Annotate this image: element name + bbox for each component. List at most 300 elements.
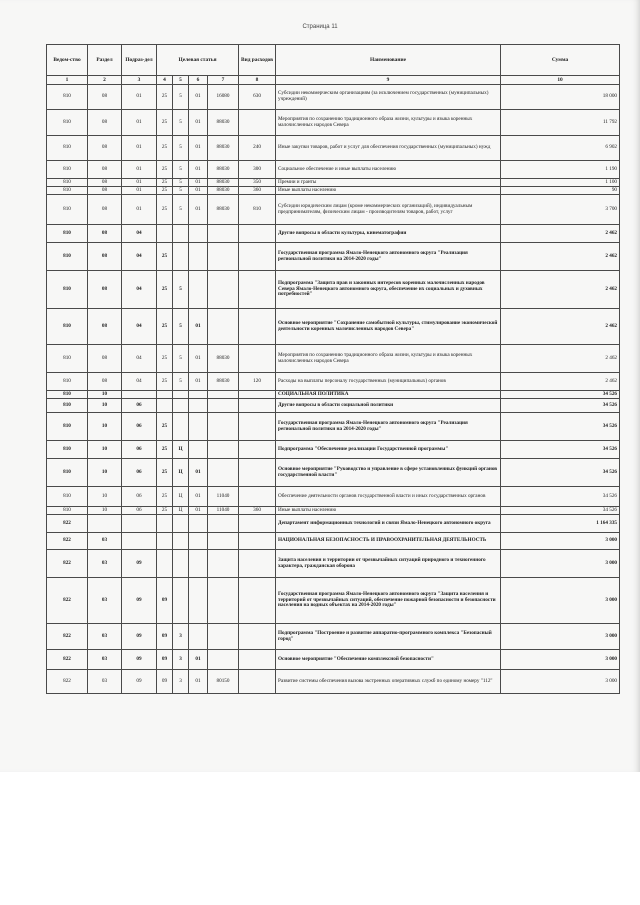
cell-vid-rashodov: [239, 624, 276, 650]
cell-celevaya-7: [208, 550, 239, 578]
cell-vid-rashodov: [239, 391, 276, 399]
cell-vedomstvo: 810: [47, 373, 88, 391]
cell-vedomstvo: 810: [47, 179, 88, 187]
cell-celevaya-4: 25: [157, 373, 173, 391]
cell-celevaya-4: [157, 225, 173, 243]
cell-summa: 2 462: [501, 225, 620, 243]
cell-vid-rashodov: [239, 309, 276, 345]
cell-naimenovanie: Защита населения и территории от чрезвычайных ситуаций природного и техногенного характера, гражданская оборона: [276, 550, 501, 578]
cell-razdel: 08: [88, 309, 122, 345]
cell-celevaya-7: [208, 271, 239, 309]
cell-celevaya-5: 5: [173, 110, 189, 136]
column-number-row: [47, 76, 620, 85]
page-header: Страница 11: [302, 24, 338, 30]
cell-celevaya-6: [189, 550, 208, 578]
cell-celevaya-4: 25: [157, 110, 173, 136]
cell-naimenovanie: Субсидии юридическим лицам (кроме некоммерческих организаций), индивидуальным предпринимателям, физическим лицам - производителям товаров, работ, услуг: [276, 195, 501, 225]
cell-celevaya-5: 5: [173, 309, 189, 345]
col-num: 1: [47, 76, 88, 85]
table-row: [47, 309, 620, 345]
cell-podrazdel: 09: [122, 650, 157, 670]
cell-razdel: 08: [88, 136, 122, 161]
cell-naimenovanie: Обеспечение деятельности органов государственной власти и иных государственных органов: [276, 487, 501, 507]
table-row: [47, 650, 620, 670]
cell-vid-rashodov: 360: [239, 187, 276, 195]
cell-celevaya-7: 16080: [208, 85, 239, 110]
cell-celevaya-4: 25: [157, 345, 173, 373]
cell-vid-rashodov: [239, 399, 276, 413]
cell-celevaya-7: [208, 459, 239, 487]
cell-razdel: 08: [88, 179, 122, 187]
cell-razdel: 10: [88, 459, 122, 487]
cell-celevaya-5: 5: [173, 271, 189, 309]
table-row: [47, 507, 620, 515]
cell-celevaya-7: [208, 515, 239, 533]
cell-vedomstvo: 810: [47, 85, 88, 110]
cell-naimenovanie: Государственная программа Ямало-Ненецкого автономного округа "Реализация региональной политики на 2014-2020 годы": [276, 243, 501, 271]
cell-celevaya-4: 09: [157, 624, 173, 650]
cell-celevaya-6: 01: [189, 136, 208, 161]
cell-podrazdel: 01: [122, 195, 157, 225]
cell-summa: 34 526: [501, 459, 620, 487]
cell-vid-rashodov: 360: [239, 507, 276, 515]
cell-vedomstvo: 810: [47, 187, 88, 195]
cell-celevaya-5: 3: [173, 670, 189, 694]
cell-naimenovanie: Иные выплаты населению: [276, 187, 501, 195]
cell-razdel: 08: [88, 187, 122, 195]
cell-podrazdel: 04: [122, 271, 157, 309]
cell-celevaya-7: 88030: [208, 373, 239, 391]
cell-naimenovanie: Мероприятия по сохранению традиционного образа жизни, культуры и языка коренных малочисленных народов Севера: [276, 345, 501, 373]
cell-summa: 1 190: [501, 161, 620, 179]
cell-naimenovanie: Другие вопросы в области социальной политики: [276, 399, 501, 413]
budget-table: [46, 44, 620, 694]
cell-vedomstvo: 810: [47, 413, 88, 441]
cell-vid-rashodov: [239, 578, 276, 624]
cell-celevaya-6: 01: [189, 670, 208, 694]
cell-celevaya-5: 5: [173, 373, 189, 391]
cell-celevaya-6: 01: [189, 650, 208, 670]
cell-celevaya-7: [208, 533, 239, 550]
cell-razdel: [88, 515, 122, 533]
table-row: [47, 441, 620, 459]
table-row: [47, 515, 620, 533]
cell-summa: 3 000: [501, 624, 620, 650]
cell-razdel: 08: [88, 345, 122, 373]
cell-celevaya-5: 5: [173, 195, 189, 225]
cell-celevaya-6: 01: [189, 187, 208, 195]
table-row: [47, 399, 620, 413]
cell-podrazdel: 06: [122, 399, 157, 413]
cell-celevaya-4: 09: [157, 578, 173, 624]
cell-vid-rashodov: [239, 487, 276, 507]
col-header-summa: Сумма: [501, 45, 620, 76]
col-num: 2: [88, 76, 122, 85]
cell-podrazdel: 04: [122, 225, 157, 243]
cell-naimenovanie: Подпрограмма "Обеспечение реализации Государственной программы": [276, 441, 501, 459]
cell-podrazdel: 04: [122, 345, 157, 373]
cell-celevaya-4: 25: [157, 243, 173, 271]
table-row: [47, 345, 620, 373]
cell-celevaya-5: Ц: [173, 459, 189, 487]
cell-vid-rashodov: [239, 441, 276, 459]
col-num: 8: [239, 76, 276, 85]
cell-naimenovanie: Основное мероприятие "Обеспечение комплексной безопасности": [276, 650, 501, 670]
cell-vid-rashodov: [239, 271, 276, 309]
cell-vedomstvo: 810: [47, 441, 88, 459]
table-row: [47, 550, 620, 578]
cell-summa: 1 100: [501, 179, 620, 187]
cell-razdel: 03: [88, 578, 122, 624]
cell-vid-rashodov: [239, 670, 276, 694]
table-row: [47, 271, 620, 309]
cell-celevaya-7: 88030: [208, 161, 239, 179]
table-row: [47, 136, 620, 161]
cell-vedomstvo: 810: [47, 225, 88, 243]
cell-naimenovanie: Субсидии некоммерческим организациям (за исключением государственных (муниципальных) учреждений): [276, 85, 501, 110]
cell-razdel: 08: [88, 161, 122, 179]
table-row: [47, 373, 620, 391]
table-row: [47, 187, 620, 195]
table-row: [47, 161, 620, 179]
col-header-vedomstvo: Ведом-ство: [47, 45, 88, 76]
table-row: [47, 533, 620, 550]
cell-naimenovanie: Подпрограмма "Защита прав и законных интересов коренных малочисленных народов Севера Ямало-Ненецкого автономного округа, обеспечение их социальных и духовных потребностей": [276, 271, 501, 309]
cell-naimenovanie: Подпрограмма "Построение и развитие аппаратно-программного комплекса "Безопасный город": [276, 624, 501, 650]
cell-celevaya-4: 25: [157, 487, 173, 507]
table-row: [47, 225, 620, 243]
cell-celevaya-4: [157, 515, 173, 533]
table-row: [47, 110, 620, 136]
cell-celevaya-7: 88030: [208, 179, 239, 187]
col-header-celevaya-statya: Целевая статья: [157, 45, 239, 76]
table-row: [47, 413, 620, 441]
cell-naimenovanie: СОЦИАЛЬНАЯ ПОЛИТИКА: [276, 391, 501, 399]
cell-summa: 6 902: [501, 136, 620, 161]
cell-naimenovanie: Мероприятия по сохранению традиционного образа жизни, культуры и языка коренных малочисленных народов Севера: [276, 110, 501, 136]
table-row: [47, 487, 620, 507]
cell-vid-rashodov: [239, 550, 276, 578]
cell-podrazdel: 09: [122, 550, 157, 578]
cell-summa: 34 526: [501, 487, 620, 507]
table-row: [47, 85, 620, 110]
cell-summa: 2 462: [501, 309, 620, 345]
cell-celevaya-7: 88030: [208, 187, 239, 195]
cell-razdel: 10: [88, 507, 122, 515]
col-num: 9: [276, 76, 501, 85]
cell-celevaya-6: 01: [189, 373, 208, 391]
cell-razdel: 08: [88, 271, 122, 309]
cell-celevaya-5: [173, 515, 189, 533]
col-num: 5: [173, 76, 189, 85]
cell-naimenovanie: Социальное обеспечение и иные выплаты населению: [276, 161, 501, 179]
cell-celevaya-6: 01: [189, 507, 208, 515]
cell-vedomstvo: 822: [47, 650, 88, 670]
cell-celevaya-6: [189, 399, 208, 413]
cell-razdel: 08: [88, 373, 122, 391]
cell-celevaya-5: [173, 391, 189, 399]
col-num: 3: [122, 76, 157, 85]
cell-summa: 3 000: [501, 670, 620, 694]
cell-naimenovanie: Развитие системы обеспечения вызова экстренных оперативных служб по единому номеру "112": [276, 670, 501, 694]
cell-podrazdel: 01: [122, 136, 157, 161]
cell-vid-rashodov: [239, 515, 276, 533]
col-header-naimenovanie: Наименование: [276, 45, 501, 76]
cell-vid-rashodov: [239, 459, 276, 487]
cell-razdel: 03: [88, 670, 122, 694]
cell-razdel: 03: [88, 550, 122, 578]
cell-naimenovanie: Департамент информационных технологий и связи Ямало-Ненецкого автономного округа: [276, 515, 501, 533]
cell-vedomstvo: 822: [47, 515, 88, 533]
cell-podrazdel: 04: [122, 243, 157, 271]
cell-vid-rashodov: [239, 650, 276, 670]
cell-celevaya-6: 01: [189, 161, 208, 179]
cell-vedomstvo: 810: [47, 391, 88, 399]
table-row: [47, 578, 620, 624]
col-num: 10: [501, 76, 620, 85]
cell-summa: 11 792: [501, 110, 620, 136]
cell-summa: 34 526: [501, 507, 620, 515]
cell-celevaya-6: [189, 413, 208, 441]
cell-celevaya-5: 5: [173, 187, 189, 195]
cell-celevaya-6: 01: [189, 345, 208, 373]
cell-podrazdel: [122, 533, 157, 550]
cell-vedomstvo: 810: [47, 195, 88, 225]
table-body: [47, 85, 620, 694]
cell-razdel: 08: [88, 243, 122, 271]
cell-celevaya-7: [208, 624, 239, 650]
col-num: 4: [157, 76, 173, 85]
cell-podrazdel: 01: [122, 187, 157, 195]
cell-podrazdel: 06: [122, 487, 157, 507]
cell-vedomstvo: 810: [47, 399, 88, 413]
col-header-razdel: Раздел: [88, 45, 122, 76]
cell-celevaya-6: [189, 533, 208, 550]
cell-celevaya-4: 25: [157, 271, 173, 309]
cell-summa: 34 526: [501, 399, 620, 413]
cell-razdel: 03: [88, 650, 122, 670]
cell-vedomstvo: 810: [47, 345, 88, 373]
table-row: [47, 243, 620, 271]
cell-vedomstvo: 810: [47, 459, 88, 487]
cell-naimenovanie: Иные выплаты населению: [276, 507, 501, 515]
cell-celevaya-5: 5: [173, 345, 189, 373]
cell-celevaya-4: 25: [157, 441, 173, 459]
cell-celevaya-5: [173, 399, 189, 413]
table-row: [47, 624, 620, 650]
cell-vid-rashodov: 810: [239, 195, 276, 225]
cell-celevaya-5: [173, 225, 189, 243]
cell-summa: 2 462: [501, 243, 620, 271]
cell-razdel: 08: [88, 110, 122, 136]
cell-celevaya-6: 01: [189, 309, 208, 345]
cell-razdel: 10: [88, 487, 122, 507]
cell-celevaya-7: [208, 441, 239, 459]
cell-celevaya-6: [189, 271, 208, 309]
cell-summa: 18 000: [501, 85, 620, 110]
table-row: [47, 391, 620, 399]
cell-razdel: 10: [88, 399, 122, 413]
cell-podrazdel: 06: [122, 459, 157, 487]
cell-celevaya-6: 01: [189, 487, 208, 507]
cell-celevaya-7: 88030: [208, 345, 239, 373]
cell-celevaya-4: [157, 550, 173, 578]
cell-razdel: 10: [88, 441, 122, 459]
cell-summa: 2 462: [501, 271, 620, 309]
cell-vedomstvo: 822: [47, 533, 88, 550]
cell-celevaya-6: [189, 578, 208, 624]
cell-celevaya-5: 5: [173, 136, 189, 161]
cell-podrazdel: [122, 515, 157, 533]
cell-celevaya-7: [208, 309, 239, 345]
cell-celevaya-4: 25: [157, 507, 173, 515]
cell-celevaya-6: 01: [189, 110, 208, 136]
cell-celevaya-7: 11040: [208, 507, 239, 515]
cell-razdel: 10: [88, 391, 122, 399]
cell-celevaya-4: 09: [157, 650, 173, 670]
cell-celevaya-7: [208, 650, 239, 670]
cell-celevaya-4: 25: [157, 309, 173, 345]
cell-celevaya-7: [208, 391, 239, 399]
cell-summa: 3 000: [501, 578, 620, 624]
cell-vedomstvo: 810: [47, 487, 88, 507]
cell-celevaya-6: 01: [189, 179, 208, 187]
cell-celevaya-7: [208, 399, 239, 413]
col-num: 6: [189, 76, 208, 85]
cell-summa: 34 526: [501, 413, 620, 441]
cell-podrazdel: 01: [122, 179, 157, 187]
cell-celevaya-4: 25: [157, 459, 173, 487]
cell-summa: 1 164 335: [501, 515, 620, 533]
cell-summa: 34 526: [501, 441, 620, 459]
cell-naimenovanie: НАЦИОНАЛЬНАЯ БЕЗОПАСНОСТЬ И ПРАВООХРАНИТЕЛЬНАЯ ДЕЯТЕЛЬНОСТЬ: [276, 533, 501, 550]
cell-celevaya-5: 5: [173, 179, 189, 187]
cell-celevaya-5: 3: [173, 650, 189, 670]
cell-podrazdel: 09: [122, 624, 157, 650]
cell-naimenovanie: Основное мероприятие "Сохранение самобытной культуры, стимулирование экономической деятельности коренных малочисленных народов Севера": [276, 309, 501, 345]
cell-naimenovanie: Государственная программа Ямало-Ненецкого автономного округа "Защита населения и территорий от чрезвычайных ситуаций, обеспечение пожарной безопасности и безопасности населения на водных объектах на 2014-2020 годы": [276, 578, 501, 624]
cell-naimenovanie: Премии и гранты: [276, 179, 501, 187]
cell-celevaya-6: [189, 515, 208, 533]
cell-vid-rashodov: 120: [239, 373, 276, 391]
cell-celevaya-4: 25: [157, 413, 173, 441]
cell-vid-rashodov: [239, 243, 276, 271]
cell-summa: 2 462: [501, 345, 620, 373]
cell-celevaya-5: Ц: [173, 487, 189, 507]
cell-summa: 34 526: [501, 391, 620, 399]
cell-celevaya-5: [173, 533, 189, 550]
cell-razdel: 08: [88, 195, 122, 225]
cell-vid-rashodov: [239, 225, 276, 243]
cell-vedomstvo: 822: [47, 624, 88, 650]
cell-celevaya-6: 01: [189, 459, 208, 487]
cell-naimenovanie: Иные закупки товаров, работ и услуг для обеспечения государственных (муниципальных) нужд: [276, 136, 501, 161]
cell-podrazdel: 04: [122, 373, 157, 391]
cell-celevaya-6: [189, 243, 208, 271]
cell-celevaya-7: [208, 225, 239, 243]
cell-razdel: 08: [88, 225, 122, 243]
cell-podrazdel: 04: [122, 309, 157, 345]
cell-vedomstvo: 810: [47, 110, 88, 136]
cell-celevaya-7: 88030: [208, 195, 239, 225]
cell-vid-rashodov: 300: [239, 161, 276, 179]
cell-vid-rashodov: 350: [239, 179, 276, 187]
cell-celevaya-5: 5: [173, 161, 189, 179]
cell-podrazdel: 01: [122, 85, 157, 110]
cell-vedomstvo: 810: [47, 309, 88, 345]
cell-vedomstvo: 810: [47, 271, 88, 309]
cell-celevaya-5: [173, 578, 189, 624]
cell-celevaya-7: 80150: [208, 670, 239, 694]
cell-celevaya-5: 5: [173, 85, 189, 110]
cell-celevaya-4: 25: [157, 195, 173, 225]
cell-celevaya-6: [189, 225, 208, 243]
cell-razdel: 03: [88, 624, 122, 650]
cell-celevaya-4: 25: [157, 179, 173, 187]
cell-summa: 3 000: [501, 533, 620, 550]
cell-celevaya-4: [157, 391, 173, 399]
cell-celevaya-6: 01: [189, 85, 208, 110]
cell-celevaya-5: Ц: [173, 507, 189, 515]
cell-razdel: 03: [88, 533, 122, 550]
cell-vedomstvo: 810: [47, 136, 88, 161]
cell-vid-rashodov: [239, 533, 276, 550]
cell-celevaya-6: 01: [189, 195, 208, 225]
cell-celevaya-6: [189, 624, 208, 650]
table-row: [47, 459, 620, 487]
cell-celevaya-5: 3: [173, 624, 189, 650]
cell-razdel: 08: [88, 85, 122, 110]
cell-celevaya-7: 88030: [208, 136, 239, 161]
cell-celevaya-5: [173, 550, 189, 578]
cell-naimenovanie: Государственная программа Ямало-Ненецкого автономного округа "Реализация региональной политики на 2014-2020 годы": [276, 413, 501, 441]
cell-celevaya-4: [157, 533, 173, 550]
cell-vedomstvo: 810: [47, 161, 88, 179]
cell-celevaya-5: [173, 413, 189, 441]
cell-celevaya-5: Ц: [173, 441, 189, 459]
cell-celevaya-7: 11040: [208, 487, 239, 507]
cell-summa: 3 700: [501, 195, 620, 225]
cell-naimenovanie: Другие вопросы в области культуры, кинематографии: [276, 225, 501, 243]
cell-celevaya-6: [189, 441, 208, 459]
cell-vedomstvo: 822: [47, 550, 88, 578]
cell-podrazdel: 09: [122, 670, 157, 694]
cell-celevaya-4: 25: [157, 85, 173, 110]
cell-celevaya-4: 25: [157, 187, 173, 195]
col-header-vid-rashodov: Вид расходов: [239, 45, 276, 76]
cell-naimenovanie: Расходы на выплаты персоналу государственных (муниципальных) органов: [276, 373, 501, 391]
cell-vedomstvo: 822: [47, 670, 88, 694]
cell-celevaya-4: 09: [157, 670, 173, 694]
cell-vedomstvo: 810: [47, 243, 88, 271]
cell-celevaya-4: 25: [157, 136, 173, 161]
cell-vid-rashodov: 630: [239, 85, 276, 110]
cell-podrazdel: 01: [122, 161, 157, 179]
cell-summa: 3 000: [501, 550, 620, 578]
cell-celevaya-7: [208, 413, 239, 441]
cell-celevaya-7: 88030: [208, 110, 239, 136]
header-row: [47, 45, 620, 76]
col-header-podrazdel: Подраз-дел: [122, 45, 157, 76]
cell-vedomstvo: 822: [47, 578, 88, 624]
cell-vid-rashodov: [239, 413, 276, 441]
cell-naimenovanie: Основное мероприятие "Руководство и управление в сфере установленных функций органов государственной власти": [276, 459, 501, 487]
cell-vid-rashodov: [239, 110, 276, 136]
cell-razdel: 10: [88, 413, 122, 441]
cell-vid-rashodov: [239, 345, 276, 373]
cell-podrazdel: 06: [122, 413, 157, 441]
cell-podrazdel: 01: [122, 110, 157, 136]
